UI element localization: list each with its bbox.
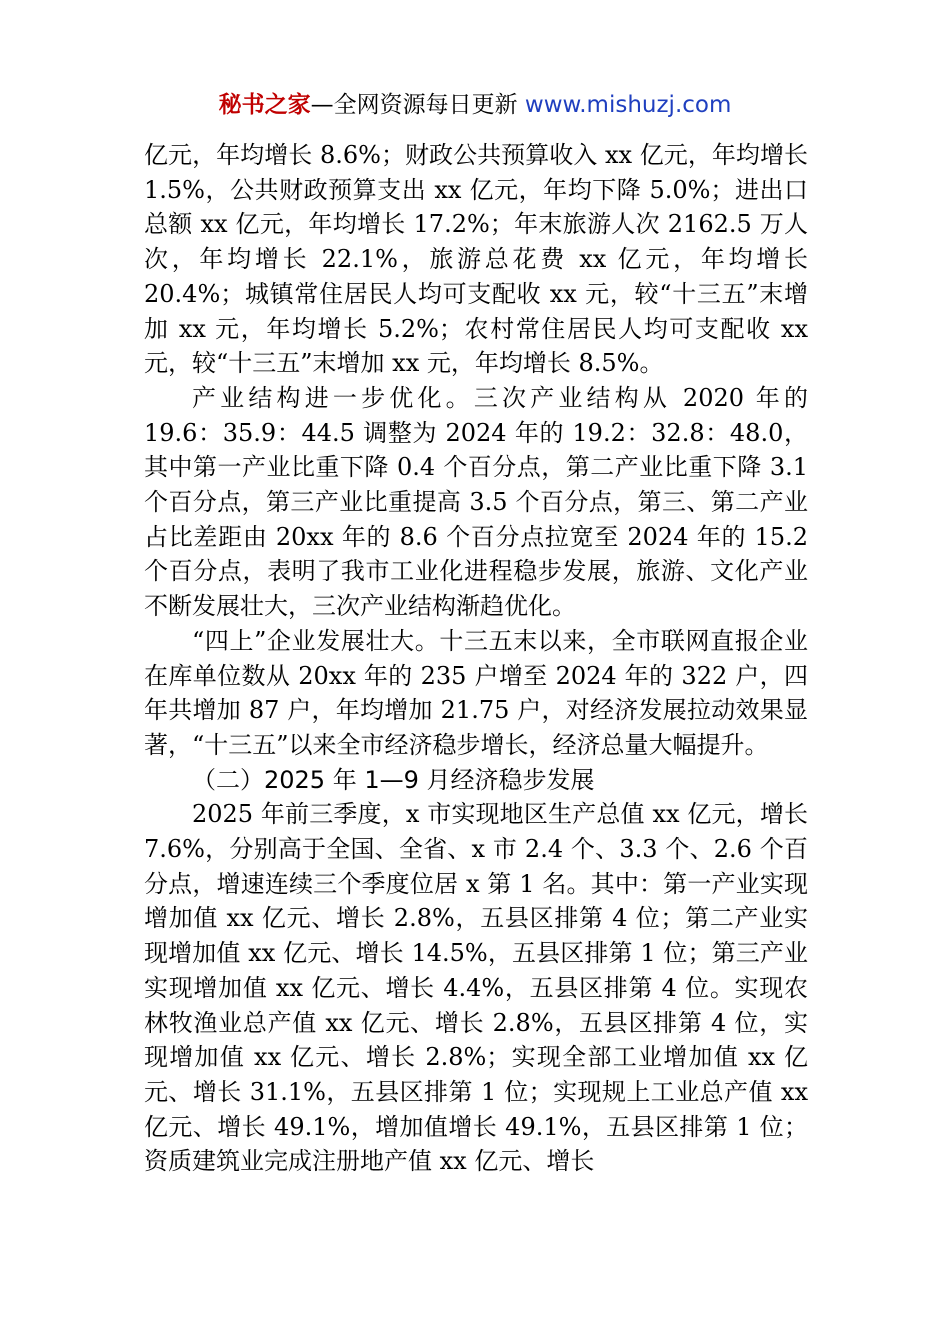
section-heading: （二）2025 年 1—9 月经济稳步发展 — [192, 765, 595, 794]
document-body — [144, 138, 808, 1179]
paragraph-2025-economy: 2025 年前三季度，x 市实现地区生产总值 xx 亿元，增长 7.6%，分别高于全国、全省、x 市 2.4 个、3.3 个、2.6 个百分点，增速连续三个季度位居 x 第 1 名。其中：第一产业实现增加值 xx 亿元、增长 2.8%，五县区排第 4 位；第二产业实现增加值 xx 亿元、增长 14.5%，五县区排第 1 位；第三产业实现增加值 xx 亿元、增长 4.4%，五县区排第 4 位。实现农林牧渔业总产值 xx 亿元、增长 2.8%，五县区排第 4 位，实现增加值 xx 亿元、增长 2.8%；实现全部工业增加值 xx 亿元、增长 31.1%，五县区排第 1 位；实现规上工业总产值 xx 亿元、增长 49.1%，增加值增长 49.1%，五县区排第 1 位；资质建筑业完成注册地产值 xx 亿元、增长 — [144, 800, 808, 1176]
header-tagline: —全网资源每日更新 — [310, 92, 525, 118]
paragraph-enterprise-growth: “四上”企业发展壮大。十三五末以来，全市联网直报企业在库单位数从 20xx 年的 235 户增至 2024 年的 322 户，四年共增加 87 户，年均增加 21.75 户，对经济发展拉动效果显著，“十三五”以来全市经济稳步增长，经济总量大幅提升。 — [144, 626, 808, 759]
header-brand: 秘书之家 — [218, 92, 311, 118]
header-site-link[interactable]: www.mishuzj.com — [524, 92, 732, 118]
paragraph-continued: 亿元，年均增长 8.6%；财政公共预算收入 xx 亿元，年均增长 1.5%，公共财政预算支出 xx 亿元，年均下降 5.0%；进出口总额 xx 亿元，年均增长 17.2%；年末旅游人次 2162.5 万人次，年均增长 22.1%，旅游总花费 xx 亿元，年均增长 20.4%；城镇常住居民人均可支配收 xx 元，较“十三五”末增加 xx 元，年均增长 5.2%；农村常住居民人均可支配收 xx 元，较“十三五”末增加 xx 元，年均增长 8.5%。 — [144, 141, 808, 378]
paragraph-industry-structure: 产业结构进一步优化。三次产业结构从 2020 年的 19.6：35.9：44.5 调整为 2024 年的 19.2：32.8：48.0，其中第一产业比重下降 0.4 个百分点，第二产业比重下降 3.1 个百分点，第三产业比重提高 3.5 个百分点，第三、第二产业占比差距由 20xx 年的 8.6 个百分点拉宽至 2024 年的 15.2 个百分点，表明了我市工业化进程稳步发展，旅游、文化产业不断发展壮大，三次产业结构渐趋优化。 — [144, 383, 808, 621]
page-header — [0, 88, 950, 122]
